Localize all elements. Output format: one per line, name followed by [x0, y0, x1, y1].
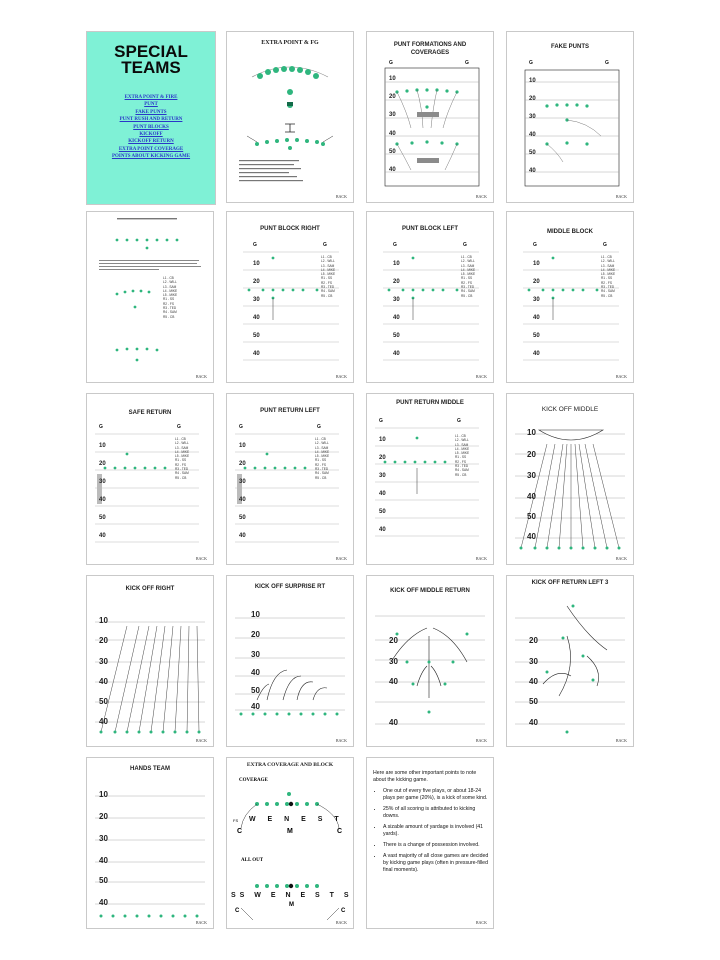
slide-kickoff-middle-return[interactable]: KICK OFF MIDDLE RETURN 20 30 40 40 BACK: [366, 575, 494, 747]
slide-title: KICK OFF RETURN LEFT 3: [531, 580, 609, 586]
slide-fake-punts[interactable]: FAKE PUNTS G G 10 20 30 40 50 40 BACK: [506, 31, 634, 203]
back-link[interactable]: BACK: [475, 194, 487, 199]
back-link[interactable]: BACK: [615, 194, 627, 199]
slide-kickoff-return-left[interactable]: KICK OFF RETURN LEFT 3 20 30 40 50 40 BACK: [506, 575, 634, 747]
all-out-heading: ALL OUT: [241, 858, 264, 863]
roster-item: R4 - SAM: [163, 310, 177, 315]
slide-title: PUNT BLOCK RIGHT: [260, 226, 320, 232]
back-link[interactable]: BACK: [335, 556, 347, 561]
slide-title: EXTRA POINT & FG: [261, 40, 319, 46]
goal-label: G: [605, 60, 609, 66]
slide-title: MIDDLE BLOCK: [547, 229, 593, 235]
slide-kickoff-middle[interactable]: KICK OFF MIDDLE 10 20 30 40 50 40 BACK: [506, 393, 634, 565]
punt-rush-diagram: [87, 212, 213, 382]
back-link[interactable]: BACK: [195, 556, 207, 561]
roster-item: R4 - SAM: [461, 289, 475, 294]
kickoff-surprise-diagram: [227, 576, 353, 746]
roster-item: R2 - FS: [175, 462, 186, 467]
slide-kickoff-right[interactable]: KICK OFF RIGHT 10 20 30 40 50 40 BACK: [86, 575, 214, 747]
back-link[interactable]: BACK: [475, 738, 487, 743]
c-label: C: [337, 828, 343, 835]
goal-label: G: [317, 424, 321, 430]
goal-label: G: [457, 418, 461, 424]
roster-item: R4 - SAM: [321, 289, 335, 294]
fs-label: FS: [233, 818, 239, 823]
notes-point: • 25% of all scoring is attributed to kicking downs.: [383, 806, 489, 820]
goal-label: G: [393, 242, 397, 248]
roster-list: [461, 255, 475, 298]
menu-link-punt[interactable]: PUNT: [144, 102, 158, 108]
all-out-row-letters: SS W E N E S T S: [231, 892, 353, 899]
goal-label: G: [99, 424, 103, 430]
roster-item: L5 - MIKE: [461, 272, 476, 277]
menu-link-punt-rush[interactable]: PUNT RUSH AND RETURN: [119, 117, 183, 123]
c-label: C: [237, 828, 243, 835]
back-link[interactable]: BACK: [195, 920, 207, 925]
coverage-heading: COVERAGE: [239, 778, 268, 783]
roster-list: [315, 437, 329, 480]
goal-label: G: [239, 424, 243, 430]
slide-safe-return[interactable]: SAFE RETURN G G 10 20 30 40 50 40 L1 - CB L2 - WILL L3 - SAM L4 - MIKE L5 - MIKE R1 - SS R2 - FS R3 - TED R4 - SAM R5 - CB BACK: [86, 393, 214, 565]
menu-link-kickoff-return[interactable]: KICKOFF RETURN: [128, 139, 174, 145]
roster-item: L4 - MIKE: [461, 267, 476, 272]
roster-list: [163, 276, 177, 319]
notes-point: • A vast majority of all close games are decided by kicking game plays (often in pressure-filled final moments).: [383, 853, 489, 874]
slide-extra-point[interactable]: [226, 31, 354, 203]
roster-item: R1 - SS: [601, 276, 613, 281]
back-link[interactable]: BACK: [195, 374, 207, 379]
roster-item: L3 - SAM: [175, 445, 189, 450]
cover-menu: [87, 94, 215, 161]
back-link[interactable]: BACK: [335, 738, 347, 743]
roster-list: [175, 437, 189, 480]
roster-item: R3 - TED: [163, 306, 177, 311]
roster-item: R1 - SS: [455, 455, 467, 460]
roster-item: L1 - CB: [601, 255, 612, 259]
c-label: C: [235, 908, 240, 914]
slide-title: KICK OFF SURPRISE RT: [254, 584, 326, 590]
goal-label: G: [323, 242, 327, 248]
slide-title: PUNT RETURN MIDDLE: [396, 400, 464, 406]
menu-link-kicking-game-points[interactable]: POINTS ABOUT KICKING GAME: [111, 154, 191, 160]
roster-item: R1 - SS: [175, 458, 187, 463]
roster-item: L5 - MIKE: [601, 272, 616, 277]
roster-item: R3 - TED: [175, 467, 189, 472]
roster-item: L3 - SAM: [315, 445, 329, 450]
slide-title: KICK OFF MIDDLE RETURN: [390, 588, 470, 594]
roster-item: L5 - MIKE: [455, 451, 470, 456]
slide-title: PUNT FORMATIONS AND COVERAGES: [393, 42, 467, 56]
back-link[interactable]: BACK: [335, 374, 347, 379]
notes-point: • A sizable amount of yardage is involved (41 yards).: [383, 824, 489, 838]
roster-item: L4 - MIKE: [175, 449, 190, 454]
m-label: M: [289, 902, 294, 908]
roster-item: L2 - WILL: [175, 441, 189, 446]
roster-item: R1 - SS: [163, 297, 175, 302]
roster-item: R2 - FS: [315, 462, 326, 467]
back-link[interactable]: BACK: [475, 374, 487, 379]
roster-item: L3 - SAM: [163, 284, 177, 289]
roster-item: R5 - CB: [461, 293, 473, 298]
goal-label: G: [533, 242, 537, 248]
roster-item: R5 - CB: [601, 293, 613, 298]
slide-title: SAFE RETURN: [128, 410, 172, 416]
roster-item: R5 - CB: [175, 475, 187, 480]
roster-item: R4 - SAM: [175, 471, 189, 476]
slide-title: KICK OFF MIDDLE: [541, 406, 599, 413]
roster-item: R3 - TED: [601, 285, 615, 290]
back-link[interactable]: BACK: [615, 374, 627, 379]
roster-item: L1 - CB: [461, 255, 472, 259]
roster-item: R5 - CB: [163, 314, 175, 319]
menu-link-punt-blocks[interactable]: PUNT BLOCKS: [133, 124, 169, 130]
slide-punt-return-left[interactable]: PUNT RETURN LEFT G G 10 20 30 40 50 40 L1 - CB L2 - WILL L3 - SAM L4 - MIKE L5 - MIKE R1 - SS R2 - FS R3 - TED R4 - SAM R5 - CB BACK: [226, 393, 354, 565]
roster-item: L5 - MIKE: [321, 272, 336, 277]
roster-list: [455, 434, 469, 477]
goal-label: G: [463, 242, 467, 248]
notes-point: • One out of every five plays, or about 18-24 plays per game (20%), is a kick of some kind.: [383, 788, 489, 802]
roster-item: L5 - MIKE: [315, 454, 330, 459]
roster-list: [321, 255, 335, 298]
slide-title: EXTRA COVERAGE AND BLOCK: [246, 762, 334, 768]
roster-list: [601, 255, 615, 298]
roster-item: R4 - SAM: [455, 468, 469, 473]
slide-title: HANDS TEAM: [130, 766, 170, 772]
roster-item: L4 - MIKE: [163, 288, 178, 293]
goal-label: G: [379, 418, 383, 424]
roster-item: R5 - CB: [315, 475, 327, 480]
roster-item: L2 - WILL: [315, 441, 329, 446]
goal-label: G: [253, 242, 257, 248]
roster-item: R3 - TED: [321, 285, 335, 290]
back-link[interactable]: BACK: [615, 556, 627, 561]
coverage-row-letters: W E N E S T: [249, 816, 344, 823]
slide-title: PUNT RETURN LEFT: [260, 408, 320, 414]
roster-item: L3 - SAM: [601, 263, 615, 268]
roster-item: L5 - MIKE: [163, 293, 178, 298]
roster-item: R1 - SS: [321, 276, 333, 281]
back-link[interactable]: BACK: [195, 738, 207, 743]
roster-item: L1 - CB: [455, 434, 466, 438]
kickoff-return-left-diagram: [507, 576, 633, 746]
m-label: M: [287, 828, 293, 835]
slide-kickoff-surprise[interactable]: KICK OFF SURPRISE RT 10 20 30 40 50 40 BACK: [226, 575, 354, 747]
notes-list: [373, 788, 489, 874]
slide-extra-coverage[interactable]: [226, 757, 354, 929]
slide-punt-return-middle[interactable]: PUNT RETURN MIDDLE G G 10 20 30 40 50 40 L1 - CB L2 - WILL L3 - SAM L4 - MIKE L5 - MIKE R1 - SS R2 - FS R3 - TED R4 - SAM R5 - CB BACK: [366, 393, 494, 565]
slide-kicking-game-notes[interactable]: [366, 757, 494, 929]
slide-hands-team[interactable]: HANDS TEAM 10 20 30 40 50 40 BACK: [86, 757, 214, 929]
c-label: C: [341, 908, 346, 914]
roster-item: L4 - MIKE: [601, 267, 616, 272]
back-link[interactable]: BACK: [335, 194, 347, 199]
roster-item: L5 - MIKE: [175, 454, 190, 459]
roster-item: R3 - TED: [315, 467, 329, 472]
back-link[interactable]: BACK: [335, 920, 347, 925]
roster-item: L2 - WILL: [601, 259, 615, 264]
roster-item: L4 - MIKE: [321, 267, 336, 272]
roster-item: R3 - TED: [455, 464, 469, 469]
roster-item: L1 - CB: [175, 437, 186, 441]
roster-item: L1 - CB: [321, 255, 332, 259]
back-link[interactable]: BACK: [475, 920, 487, 925]
menu-link-extra-point[interactable]: EXTRA POINT & FIRE: [124, 95, 178, 100]
roster-item: L2 - WILL: [163, 280, 177, 285]
roster-item: L3 - SAM: [461, 263, 475, 268]
extra-point-diagram: [227, 32, 353, 202]
menu-link-extra-point-coverage[interactable]: EXTRA POINT COVERAGE: [118, 146, 184, 152]
notes-heading: Here are some other important points to note about the kicking game.: [373, 770, 477, 783]
back-link[interactable]: BACK: [615, 738, 627, 743]
notes-body: [373, 770, 489, 878]
roster-item: L3 - SAM: [455, 442, 469, 447]
back-link[interactable]: BACK: [475, 556, 487, 561]
kickoff-middle-diagram: [507, 394, 633, 564]
menu-link-kickoff[interactable]: KICKOFF: [139, 132, 163, 138]
goal-label: G: [529, 60, 533, 66]
punt-formation-diagram: [367, 32, 493, 202]
roster-item: R2 - FS: [601, 280, 612, 285]
slide-title: PUNT BLOCK LEFT: [402, 226, 458, 232]
slide-title: FAKE PUNTS: [550, 44, 589, 50]
roster-item: R3 - TED: [461, 285, 475, 290]
roster-item: L1 - CB: [163, 276, 174, 280]
roster-item: R5 - CB: [321, 293, 333, 298]
cover-title-line1: SPECIAL: [114, 42, 188, 61]
roster-item: R1 - SS: [315, 458, 327, 463]
slide-punt-formations[interactable]: PUNT FORMATIONS AND COVERAGES G G 10 20 30 40 50 40 BACK: [366, 31, 494, 203]
cover-title-line2: TEAMS: [121, 58, 181, 77]
goal-label: G: [177, 424, 181, 430]
roster-item: L2 - WILL: [321, 259, 335, 264]
roster-item: L2 - WILL: [461, 259, 475, 264]
roster-item: R2 - FS: [163, 301, 174, 306]
slide-punt-block-left[interactable]: PUNT BLOCK LEFT G G 10 20 30 40 50 40 L1 - CB L2 - WILL L3 - SAM L4 - MIKE L5 - MIKE R1 - SS R2 - FS R3 - TED R4 - SAM R5 - CB BACK: [366, 211, 494, 383]
roster-item: R2 - FS: [461, 280, 472, 285]
slide-title: KICK OFF RIGHT: [125, 586, 175, 592]
roster-item: R2 - FS: [455, 459, 466, 464]
kickoff-middle-return-diagram: [367, 576, 493, 746]
goal-label: G: [603, 242, 607, 248]
slide-punt-rush-diagrams[interactable]: [86, 211, 214, 383]
punt-return-middle-diagram: [367, 394, 493, 564]
roster-item: L4 - MIKE: [455, 446, 470, 451]
fake-punts-diagram: [507, 32, 633, 202]
roster-item: R2 - FS: [321, 280, 332, 285]
roster-item: R1 - SS: [461, 276, 473, 281]
roster-item: R4 - SAM: [315, 471, 329, 476]
roster-item: L4 - MIKE: [315, 449, 330, 454]
roster-item: L2 - WILL: [455, 438, 469, 443]
slide-middle-block[interactable]: MIDDLE BLOCK G G 10 20 30 40 50 40 L1 - CB L2 - WILL L3 - SAM L4 - MIKE L5 - MIKE R1 - SS R2 - FS R3 - TED R4 - SAM R5 - CB BACK: [506, 211, 634, 383]
roster-item: L1 - CB: [315, 437, 326, 441]
roster-item: R5 - CB: [455, 472, 467, 477]
menu-link-fake-punts[interactable]: FAKE PUNTS: [135, 109, 167, 115]
notes-point: • There is a change of possession involved.: [383, 842, 489, 849]
cover-title: [87, 44, 215, 76]
goal-label: G: [465, 60, 469, 66]
slide-punt-block-right[interactable]: PUNT BLOCK RIGHT G G 10 20 30 40 50 40 L1 - CB L2 - WILL L3 - SAM L4 - MIKE L5 - MIKE R1 - SS R2 - FS R3 - TED R4 - SAM R5 - CB BACK: [226, 211, 354, 383]
goal-label: G: [389, 60, 393, 66]
cover-slide[interactable]: [86, 31, 216, 205]
roster-item: R4 - SAM: [601, 289, 615, 294]
roster-item: L3 - SAM: [321, 263, 335, 268]
